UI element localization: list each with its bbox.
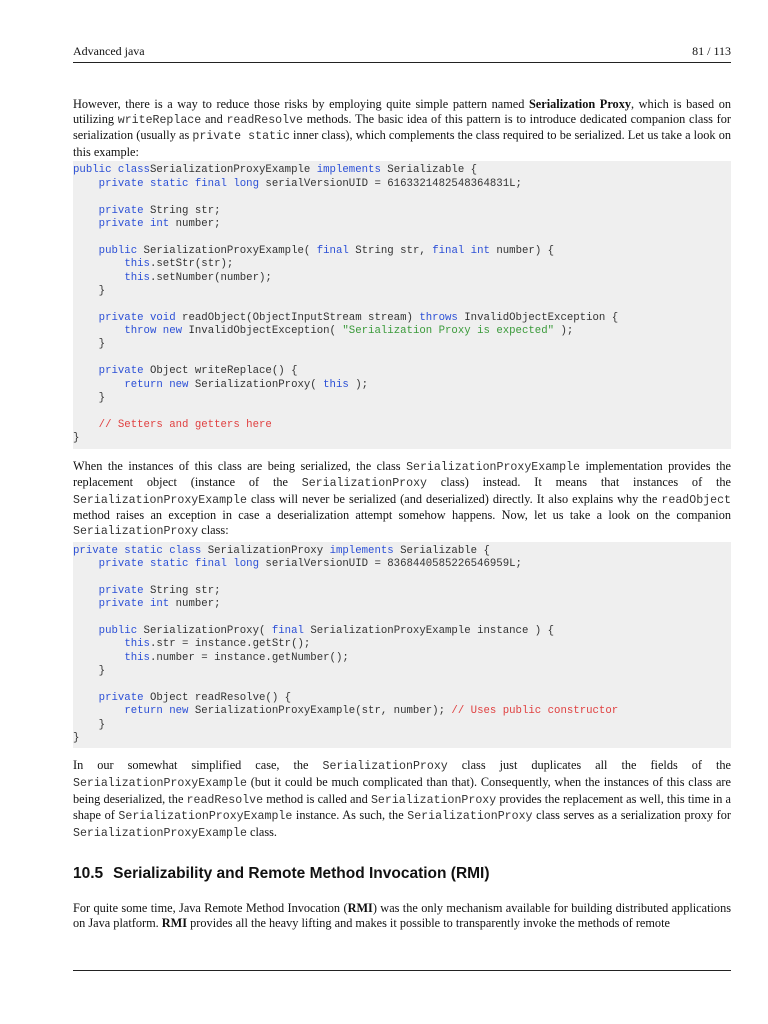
code-line: [73, 585, 731, 598]
page-header: [73, 44, 731, 59]
code-keyword: private static class: [73, 544, 202, 557]
code-line: [73, 558, 731, 571]
code-line: [73, 231, 731, 244]
code-token: }: [73, 392, 106, 405]
code-token: Object writeReplace() {: [143, 365, 298, 378]
code-keyword: private: [98, 365, 144, 378]
inline-code: SerializationProxyExample: [118, 810, 293, 824]
code-token: number;: [169, 598, 221, 611]
code-keyword: private: [98, 204, 144, 217]
code-keyword: throw new: [124, 325, 183, 338]
page-number: 81 / 113: [692, 44, 731, 58]
inline-code: SerializationProxyExample: [73, 493, 247, 507]
code-token: }: [73, 432, 80, 445]
code-keyword: private static final long: [98, 557, 259, 570]
code-token: SerializationProxy: [201, 544, 330, 557]
code-keyword: private: [98, 691, 144, 704]
text: In our somewhat simplified case, the: [73, 758, 323, 773]
code-token: String str,: [348, 244, 433, 257]
code-keyword: this: [323, 378, 349, 391]
code-line: [73, 178, 731, 191]
text: (but it could be much complicated than that). Consequently, when the instances of this class are being deserialized, the: [73, 775, 731, 806]
code-block-serialization-proxy-example: [73, 161, 731, 448]
code-line: [73, 325, 731, 338]
code-token: [73, 379, 124, 391]
code-token: [73, 218, 99, 230]
text: provides all the heavy lifting and makes it possible to transparently invoke the methods of remote: [187, 915, 670, 930]
code-line: [73, 205, 731, 218]
code-line: [73, 692, 731, 705]
code-token: String str;: [143, 204, 221, 217]
code-token: );: [554, 325, 574, 338]
code-line: [73, 298, 731, 311]
section-number: 10.5: [73, 865, 104, 883]
code-keyword: final: [316, 244, 349, 257]
text: However, there is a way to reduce those risks by employing quite simple pattern named: [73, 97, 529, 111]
text: class will never be serialized (and deserialized) directly. It also explains why the: [246, 491, 662, 506]
text: When the instances of this class are being serialized, the class: [73, 458, 407, 473]
code-token: }: [73, 732, 80, 745]
section-heading: [73, 865, 731, 883]
code-line: [73, 419, 731, 432]
code-line: [73, 678, 731, 691]
code-line: [73, 365, 731, 378]
inline-code: readResolve: [226, 113, 303, 127]
paragraph-simplified-case: [73, 758, 731, 841]
code-keyword: throws: [419, 311, 458, 324]
code-token: serialVersionUID = 6163321482548364831L;: [259, 177, 522, 190]
code-keyword: private static final long: [98, 177, 259, 190]
text: provides the replacement as well, this time in a shape of: [73, 791, 731, 823]
code-line: [73, 732, 731, 745]
code-line: [73, 272, 731, 285]
code-keyword: return new: [124, 705, 189, 718]
text: implementation provides the replacement object (instance of the: [73, 458, 731, 490]
code-token: String str;: [143, 584, 221, 597]
inline-code: SerializationProxy: [407, 810, 533, 824]
code-token: SerializationProxyExample: [149, 164, 317, 177]
code-token: serialVersionUID = 8368440585226546959L;: [259, 557, 522, 570]
inline-code: SerializationProxy: [301, 477, 427, 491]
code-keyword: private int: [98, 598, 170, 611]
inline-code: SerializationProxy: [322, 760, 448, 774]
code-block-serialization-proxy: [73, 542, 731, 749]
code-token: [73, 638, 124, 650]
text: inner class), which complements the class required to be serialized. Let us take a look on this example:: [73, 128, 731, 159]
code-line: [73, 638, 731, 651]
text: class:: [198, 522, 229, 537]
text: instance. As such, the: [292, 808, 408, 823]
code-line: [73, 612, 731, 625]
code-token: [73, 652, 124, 664]
code-token: [73, 325, 124, 337]
inline-code: readResolve: [186, 793, 264, 807]
code-comment: // Uses public constructor: [451, 705, 619, 718]
code-token: .number = instance.getNumber();: [149, 651, 349, 664]
code-token: }: [73, 665, 106, 678]
code-token: [73, 365, 99, 377]
code-line: [73, 571, 731, 584]
code-keyword: return new: [124, 378, 189, 391]
code-line: [73, 405, 731, 418]
code-token: [73, 178, 99, 190]
code-token: SerializationProxyExample(str, number);: [188, 705, 452, 718]
code-token: }: [73, 718, 106, 731]
code-keyword: public class: [73, 164, 150, 177]
code-token: .str = instance.getStr();: [149, 638, 311, 651]
code-line: [73, 218, 731, 231]
code-token: [73, 258, 124, 270]
bold-term: Serialization Proxy: [528, 97, 631, 111]
code-token: InvalidObjectException {: [457, 311, 619, 324]
page-content: [73, 97, 731, 931]
text: and: [201, 111, 227, 126]
code-token: [73, 419, 99, 431]
code-line: [73, 312, 731, 325]
code-token: [73, 272, 124, 284]
code-keyword: this: [124, 638, 150, 651]
code-line: [73, 665, 731, 678]
code-keyword: implements: [316, 164, 381, 177]
code-line: [73, 379, 731, 392]
code-token: Serializable {: [380, 164, 478, 177]
text: For quite some time, Java Remote Method Invocation (: [73, 901, 348, 916]
code-keyword: private void: [98, 311, 176, 324]
code-line: [73, 164, 731, 177]
code-token: readObject(ObjectInputStream stream): [175, 311, 420, 324]
code-keyword: public: [98, 244, 138, 257]
code-token: [73, 705, 124, 717]
code-line: [73, 598, 731, 611]
text: , which is based on utilizing: [73, 97, 731, 126]
code-line: [73, 719, 731, 732]
code-line: [73, 191, 731, 204]
code-token: SerializationProxyExample instance ) {: [303, 624, 555, 637]
code-token: number;: [169, 217, 221, 230]
code-token: [73, 585, 99, 597]
inline-code: SerializationProxyExample: [406, 460, 580, 474]
code-line: [73, 258, 731, 271]
code-token: .setStr(str);: [149, 258, 234, 271]
code-token: [73, 558, 99, 570]
code-line: [73, 652, 731, 665]
code-keyword: final int: [432, 244, 490, 257]
header-divider: [73, 62, 731, 63]
code-line: [73, 245, 731, 258]
code-keyword: private int: [98, 217, 170, 230]
inline-code: private static: [192, 130, 290, 144]
code-keyword: this: [124, 271, 150, 284]
code-line: [73, 392, 731, 405]
code-line: [73, 432, 731, 445]
inline-code: writeReplace: [117, 113, 202, 127]
code-token: SerializationProxyExample(: [137, 244, 317, 257]
code-token: [73, 692, 99, 704]
code-line: [73, 338, 731, 351]
code-keyword: implements: [329, 544, 394, 557]
text: methods. The basic idea of this pattern is to introduce dedicated companion class for serialization (usually as: [73, 111, 732, 143]
footer-divider: [73, 970, 731, 971]
code-token: .setNumber(number);: [149, 271, 272, 284]
code-keyword: this: [124, 258, 150, 271]
code-keyword: private: [98, 584, 144, 597]
code-token: Object readResolve() {: [143, 691, 292, 704]
code-token: }: [73, 284, 106, 297]
section-title: Serializability and Remote Method Invocation (RMI): [113, 865, 490, 883]
code-comment: // Setters and getters here: [98, 418, 272, 431]
text: class just duplicates all the fields of the: [447, 758, 731, 773]
code-line: [73, 625, 731, 638]
inline-code: SerializationProxyExample: [73, 777, 247, 790]
document-title: Advanced java: [73, 44, 145, 58]
code-token: [73, 205, 99, 217]
inline-code: SerializationProxy: [73, 524, 199, 538]
paragraph-replacement: [73, 459, 731, 540]
bold-term: RMI: [347, 901, 373, 916]
code-token: }: [73, 338, 106, 351]
code-keyword: public: [98, 624, 138, 637]
code-line: [73, 352, 731, 365]
inline-code: readObject: [661, 493, 731, 507]
text: ) was the only mechanism available for building distributed applications on Java platform.: [73, 901, 732, 930]
code-token: [73, 312, 99, 324]
code-line: [73, 705, 731, 718]
code-token: [73, 598, 99, 610]
text: class serves as a serialization proxy for: [532, 808, 732, 823]
code-token: );: [348, 378, 369, 391]
code-token: InvalidObjectException(: [182, 325, 343, 338]
code-token: SerializationProxy(: [137, 624, 272, 637]
code-token: [73, 625, 99, 637]
code-line: [73, 285, 731, 298]
bold-term: RMI: [161, 915, 188, 930]
code-keyword: this: [124, 651, 150, 664]
text: class) instead. It means that instances of the: [427, 475, 731, 490]
text: method raises an exception in case a deserialization attempt somehow happens. Now, let us take a look on the companion: [73, 508, 731, 523]
code-string: "Serialization Proxy is expected": [342, 325, 555, 338]
text: class.: [246, 824, 277, 839]
paragraph-rmi: [73, 901, 731, 930]
paragraph-intro: [73, 97, 731, 159]
code-token: [73, 245, 99, 257]
code-token: Serializable {: [393, 544, 490, 557]
inline-code: SerializationProxy: [370, 793, 497, 807]
code-token: number) {: [489, 244, 555, 257]
code-keyword: final: [271, 624, 304, 637]
code-line: [73, 545, 731, 558]
code-token: SerializationProxy(: [188, 378, 324, 391]
inline-code: SerializationProxyExample: [73, 826, 247, 840]
text: method is called and: [263, 791, 371, 806]
